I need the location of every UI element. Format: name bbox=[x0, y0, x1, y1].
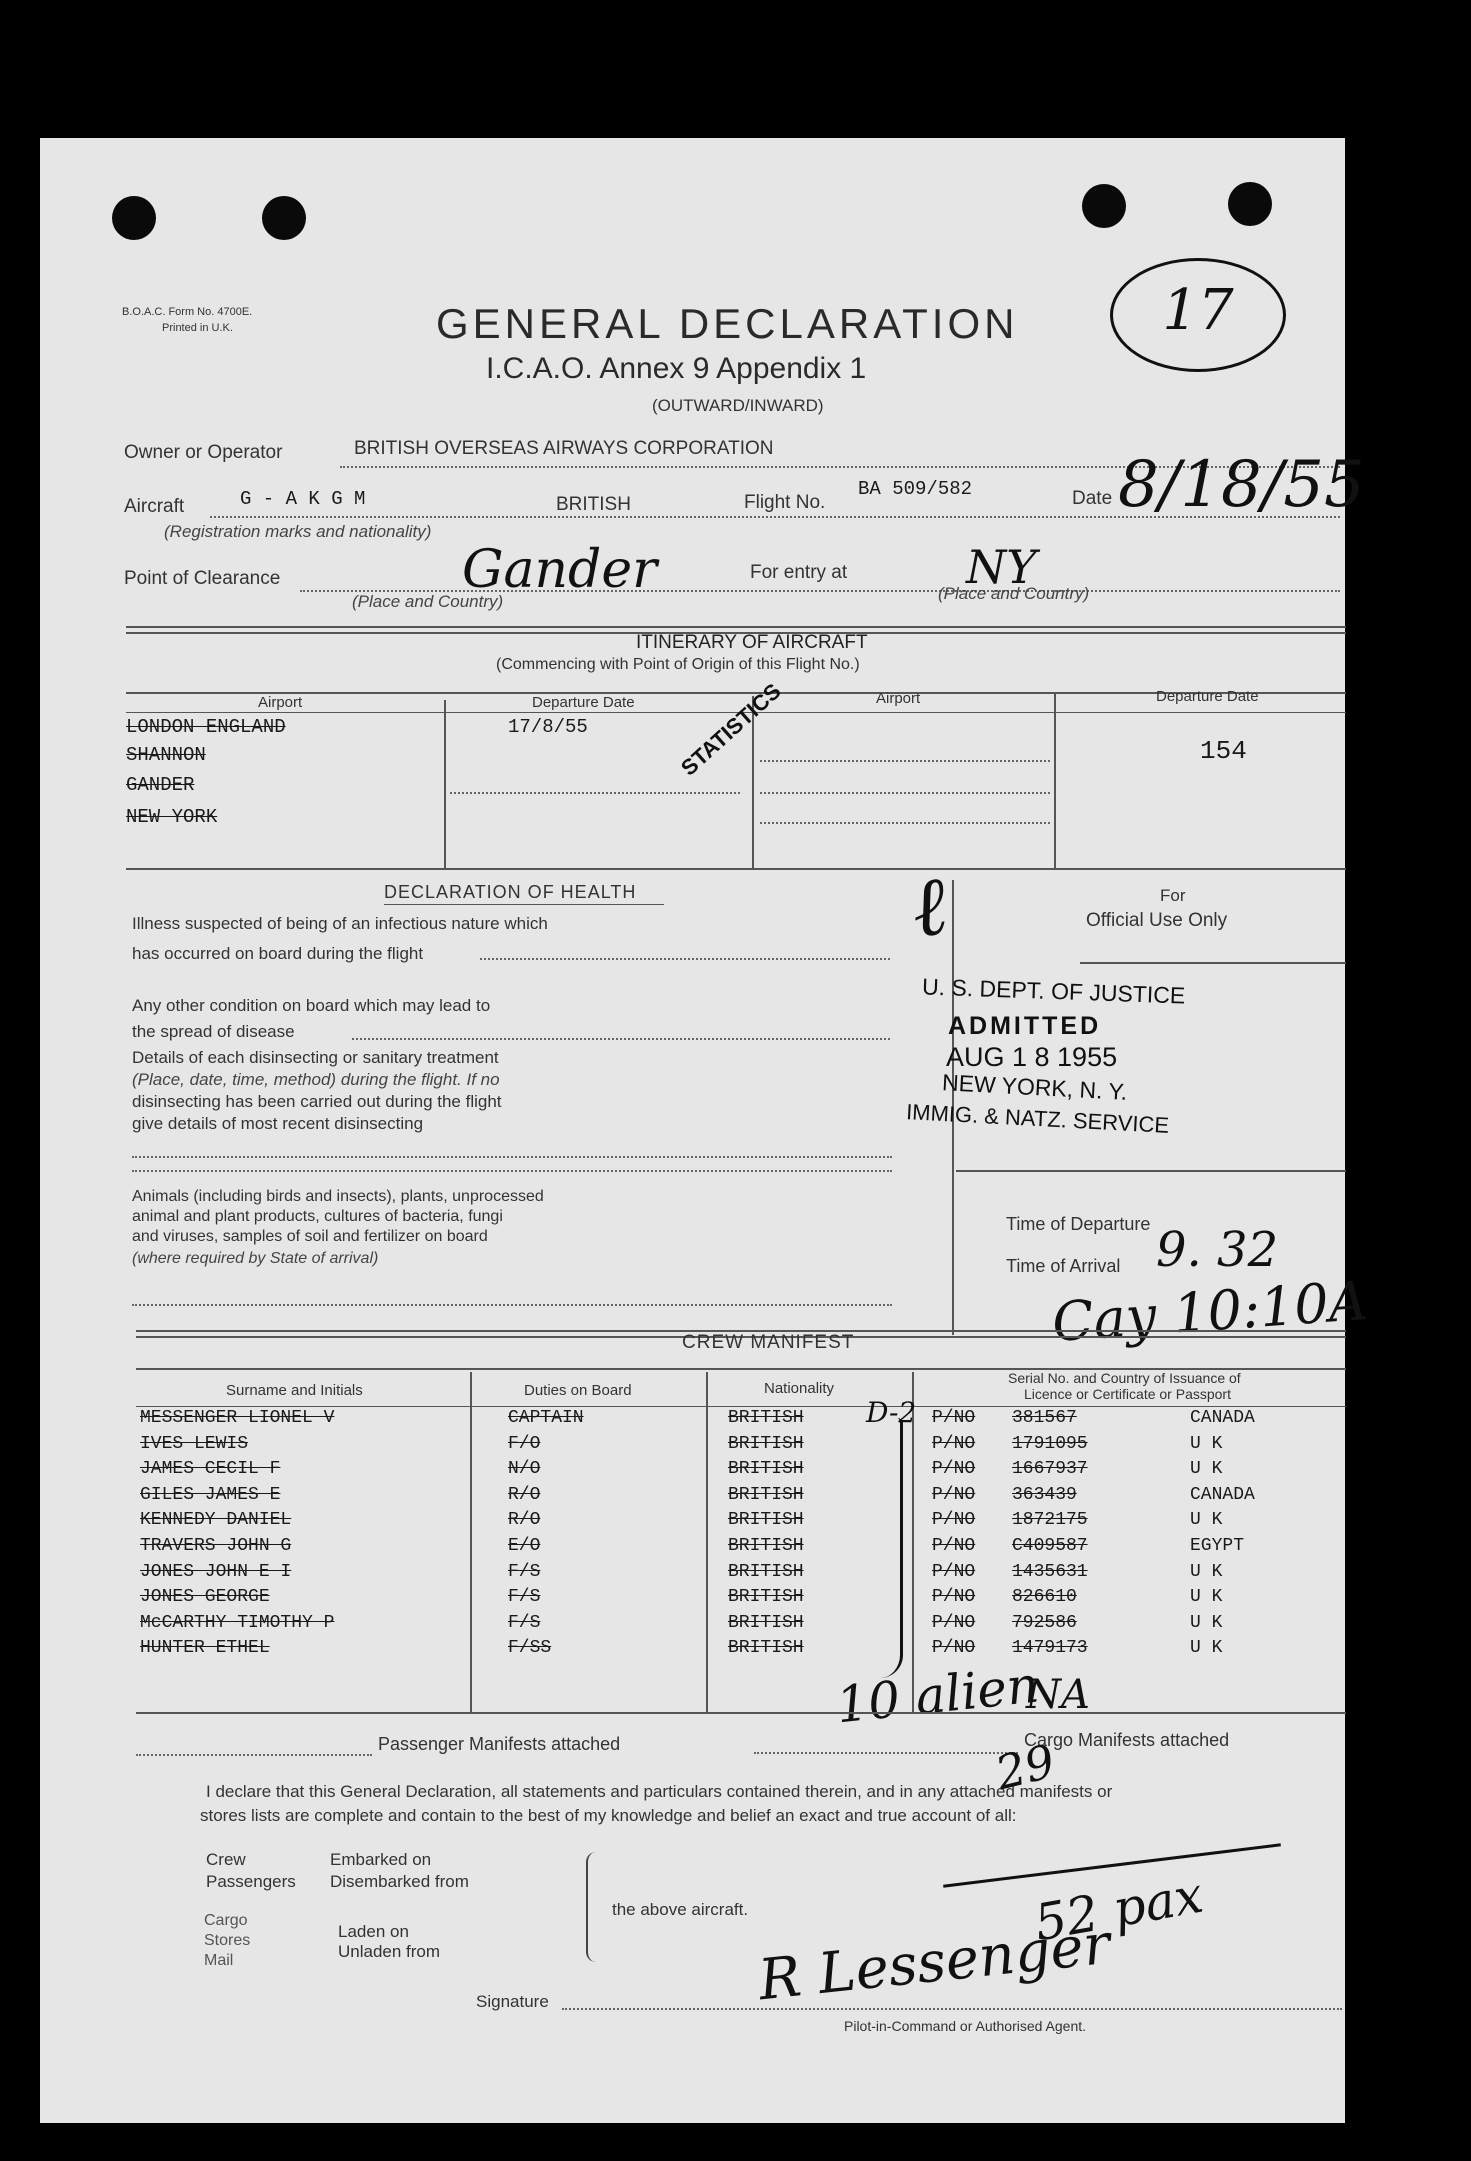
aircraft-nationality: BRITISH bbox=[556, 494, 631, 515]
registration-note: (Registration marks and nationality) bbox=[164, 522, 432, 541]
handwritten-number: 29 bbox=[990, 1733, 1061, 1801]
crew-row-1-nat: BRITISH bbox=[728, 1408, 804, 1428]
crew-row-7-duty: F/S bbox=[508, 1561, 541, 1582]
itinerary-row-2: SHANNON bbox=[126, 744, 206, 766]
crew-col-duties: Duties on Board bbox=[524, 1382, 632, 1399]
crew-row-10-pno: P/NO bbox=[932, 1638, 976, 1659]
embarked-label: Embarked on bbox=[330, 1850, 432, 1869]
passengers-word: Passengers bbox=[206, 1872, 296, 1891]
crew-row-3-serial: 1667937 bbox=[1012, 1459, 1088, 1480]
crew-row-1-pno: P/NO bbox=[932, 1408, 976, 1428]
crew-row-7-pno: P/NO bbox=[932, 1561, 976, 1582]
clearance-note: (Place and Country) bbox=[352, 592, 504, 611]
handwritten-pax: 52 pax bbox=[1030, 1865, 1208, 1953]
printed-note: Printed in U.K. bbox=[162, 322, 233, 334]
crew-row-4-country: CANADA bbox=[1190, 1484, 1255, 1505]
crew-row-4-duty: R/O bbox=[508, 1484, 541, 1505]
form-number: B.O.A.C. Form No. 4700E. bbox=[122, 306, 253, 318]
crew-row-9-duty: F/S bbox=[508, 1612, 541, 1633]
punch-hole bbox=[112, 196, 156, 240]
aircraft-label: Aircraft bbox=[124, 496, 185, 517]
col-departure-left: Departure Date bbox=[532, 694, 635, 711]
cargo-manifests-label: Cargo Manifests attached bbox=[1024, 1730, 1230, 1750]
stores-word: Stores bbox=[204, 1932, 251, 1949]
crew-col-nationality: Nationality bbox=[764, 1380, 835, 1397]
page-title: GENERAL DECLARATION bbox=[436, 300, 1019, 347]
health-details-3: disinsecting has been carried out during the flight bbox=[132, 1092, 502, 1111]
official-for: For bbox=[1160, 886, 1186, 905]
crew-row-7-serial: 1435631 bbox=[1012, 1561, 1088, 1582]
crew-row-7-country: U K bbox=[1190, 1561, 1223, 1582]
health-animals-3: and viruses, samples of soil and fertilizer on board bbox=[132, 1228, 488, 1245]
statistics-stamp: STATISTICS bbox=[676, 678, 786, 781]
admitted-stamp-line-2: ADMITTED bbox=[948, 1012, 1102, 1040]
crew-row-9-serial: 792586 bbox=[1012, 1612, 1077, 1633]
declaration-line-1: I declare that this General Declaration, all statements and particulars contained therein, and in any attached manifests or bbox=[206, 1782, 1113, 1801]
crew-row-2-name: IVES LEWIS bbox=[140, 1433, 249, 1454]
date-value: 8/18/55 bbox=[1118, 448, 1365, 522]
crew-row-9-pno: P/NO bbox=[932, 1612, 976, 1633]
health-details-2: (Place, date, time, method) during the flight. If no bbox=[132, 1070, 500, 1089]
disembarked-label: Disembarked from bbox=[330, 1872, 469, 1891]
cargo-word: Cargo bbox=[204, 1912, 248, 1929]
owner-label: Owner or Operator bbox=[124, 442, 283, 463]
crew-row-3-pno: P/NO bbox=[932, 1459, 976, 1480]
crew-row-1-country: CANADA bbox=[1190, 1408, 1255, 1428]
health-animals-1: Animals (including birds and insects), plants, unprocessed bbox=[132, 1188, 544, 1205]
crew-row-2-pno: P/NO bbox=[932, 1433, 976, 1454]
flight-number-value: BA 509/582 bbox=[858, 478, 973, 500]
crew-row-1-duty: CAPTAIN bbox=[508, 1408, 584, 1428]
entry-label: For entry at bbox=[750, 562, 848, 583]
time-of-arrival-value: 9. 32 bbox=[1156, 1222, 1279, 1278]
itinerary-departure-date: 17/8/55 bbox=[508, 716, 588, 738]
crew-row-8-name: JONES GEORGE bbox=[140, 1587, 270, 1608]
brace bbox=[586, 1852, 596, 1962]
page-subtitle: I.C.A.O. Annex 9 Appendix 1 bbox=[486, 352, 867, 385]
direction-note: (OUTWARD/INWARD) bbox=[652, 396, 824, 415]
unladen-label: Unladen from bbox=[338, 1942, 441, 1961]
crew-row-5-duty: R/O bbox=[508, 1510, 541, 1531]
crew-row-5-name: KENNEDY DANIEL bbox=[140, 1510, 292, 1531]
official-use-label: Official Use Only bbox=[1086, 910, 1228, 931]
crew-col-serial-1: Serial No. and Country of Issuance of bbox=[1008, 1370, 1241, 1386]
crew-row-4-nat: BRITISH bbox=[728, 1484, 804, 1505]
passenger-manifests-label: Passenger Manifests attached bbox=[378, 1734, 621, 1754]
health-details-4: give details of most recent disinsecting bbox=[132, 1114, 424, 1133]
handwritten-code: D-2 bbox=[866, 1396, 917, 1429]
date-label: Date bbox=[1072, 488, 1113, 509]
col-airport-left: Airport bbox=[258, 694, 303, 711]
crew-row-3-name: JAMES CECIL F bbox=[140, 1459, 281, 1480]
admitted-stamp-line-4: NEW YORK, N. Y. bbox=[941, 1069, 1128, 1105]
crew-row-8-nat: BRITISH bbox=[728, 1587, 804, 1608]
above-aircraft-label: the above aircraft. bbox=[612, 1900, 749, 1919]
crew-col-serial-2: Licence or Certificate or Passport bbox=[1024, 1386, 1231, 1402]
crew-row-6-pno: P/NO bbox=[932, 1536, 976, 1556]
crew-row-9-country: U K bbox=[1190, 1612, 1223, 1633]
crew-row-6-country: EGYPT bbox=[1190, 1536, 1245, 1556]
crew-row-3-duty: N/O bbox=[508, 1459, 541, 1480]
signature: R Lessenger bbox=[755, 1911, 1114, 2014]
crew-row-3-country: U K bbox=[1190, 1459, 1223, 1480]
crew-row-7-name: JONES JOHN E I bbox=[140, 1561, 292, 1582]
crew-row-10-nat: BRITISH bbox=[728, 1638, 804, 1659]
owner-value: BRITISH OVERSEAS AIRWAYS CORPORATION bbox=[354, 438, 774, 459]
itinerary-row-4: NEW YORK bbox=[126, 806, 218, 828]
handwritten-bracket bbox=[880, 1418, 903, 1678]
health-other-2: the spread of disease bbox=[132, 1022, 295, 1041]
punch-hole bbox=[1228, 182, 1272, 226]
col-departure-right: Departure Date bbox=[1156, 688, 1259, 705]
time-of-departure-label: Time of Departure bbox=[1006, 1214, 1151, 1234]
crew-row-5-nat: BRITISH bbox=[728, 1510, 804, 1531]
clearance-label: Point of Clearance bbox=[124, 568, 281, 589]
crew-manifest-title: CREW MANIFEST bbox=[682, 1332, 855, 1353]
declaration-line-2: stores lists are complete and contain to the best of my knowledge and belief an exact and true account of all: bbox=[200, 1806, 1017, 1825]
health-title: DECLARATION OF HEALTH bbox=[384, 882, 637, 902]
handwritten-tally: 10 alien bbox=[833, 1655, 1042, 1735]
signature-label: Signature bbox=[476, 1992, 549, 2011]
crew-row-6-serial: C409587 bbox=[1012, 1536, 1088, 1556]
admitted-stamp-line-5: IMMIG. & NATZ. SERVICE bbox=[905, 1099, 1170, 1138]
crew-row-2-country: U K bbox=[1190, 1433, 1223, 1454]
health-animals-2: animal and plant products, cultures of bacteria, fungi bbox=[132, 1208, 503, 1225]
circled-number: 17 bbox=[1110, 258, 1286, 372]
col-airport-right: Airport bbox=[876, 690, 921, 707]
crew-row-6-nat: BRITISH bbox=[728, 1536, 804, 1556]
crew-row-6-duty: E/O bbox=[508, 1536, 541, 1556]
crew-row-5-pno: P/NO bbox=[932, 1510, 976, 1531]
admitted-stamp-date: AUG 1 8 1955 bbox=[946, 1042, 1118, 1072]
crew-row-10-serial: 1479173 bbox=[1012, 1638, 1088, 1659]
itinerary-right-value: 154 bbox=[1200, 736, 1247, 766]
crew-row-6-name: TRAVERS JOHN G bbox=[140, 1536, 292, 1556]
signature-note: Pilot-in-Command or Authorised Agent. bbox=[844, 2018, 1087, 2034]
crew-row-5-serial: 1872175 bbox=[1012, 1510, 1088, 1531]
clearance-value: Gander bbox=[462, 540, 657, 600]
official-initials: ℓ bbox=[905, 858, 953, 957]
crew-word: Crew bbox=[206, 1850, 246, 1869]
flight-number-label: Flight No. bbox=[744, 492, 826, 513]
crew-row-4-serial: 363439 bbox=[1012, 1484, 1077, 1505]
health-details-1: Details of each disinsecting or sanitary treatment bbox=[132, 1048, 499, 1067]
crew-row-8-duty: F/S bbox=[508, 1587, 541, 1608]
crew-row-8-serial: 826610 bbox=[1012, 1587, 1077, 1608]
health-animals-4: (where required by State of arrival) bbox=[132, 1250, 379, 1267]
admitted-stamp-line-1: U. S. DEPT. OF JUSTICE bbox=[921, 973, 1186, 1009]
crew-row-5-country: U K bbox=[1190, 1510, 1223, 1531]
crew-row-4-pno: P/NO bbox=[932, 1484, 976, 1505]
crew-col-surname: Surname and Initials bbox=[226, 1382, 363, 1399]
crew-row-1-serial: 381567 bbox=[1012, 1408, 1077, 1428]
itinerary-row-3: GANDER bbox=[126, 774, 195, 796]
health-illness-1: Illness suspected of being of an infectious nature which bbox=[132, 914, 548, 933]
crew-row-8-country: U K bbox=[1190, 1587, 1223, 1608]
crew-row-9-name: McCARTHY TIMOTHY P bbox=[140, 1612, 335, 1633]
entry-note: (Place and Country) bbox=[938, 584, 1090, 603]
crew-row-10-country: U K bbox=[1190, 1638, 1223, 1659]
crew-row-3-nat: BRITISH bbox=[728, 1459, 804, 1480]
handwritten-time: Cay 10:10A bbox=[1050, 1269, 1370, 1354]
health-illness-2: has occurred on board during the flight bbox=[132, 944, 424, 963]
entry-value: NY bbox=[966, 540, 1037, 594]
aircraft-registration: G - A K G M bbox=[240, 488, 366, 510]
itinerary-title: ITINERARY OF AIRCRAFT bbox=[636, 632, 868, 653]
crew-row-2-nat: BRITISH bbox=[728, 1433, 804, 1454]
crew-row-4-name: GILES JAMES E bbox=[140, 1484, 281, 1505]
crew-row-10-duty: F/SS bbox=[508, 1638, 552, 1659]
punch-hole bbox=[1082, 184, 1126, 228]
crew-row-8-pno: P/NO bbox=[932, 1587, 976, 1608]
itinerary-row-1: LONDON ENGLAND bbox=[126, 716, 286, 738]
handwritten-mark: NA bbox=[1026, 1672, 1090, 1718]
health-other-1: Any other condition on board which may lead to bbox=[132, 996, 491, 1015]
crew-row-9-nat: BRITISH bbox=[728, 1612, 804, 1633]
crew-row-1-name: MESSENGER LIONEL V bbox=[140, 1408, 335, 1428]
punch-hole bbox=[262, 196, 306, 240]
crew-row-2-serial: 1791095 bbox=[1012, 1433, 1088, 1454]
mail-word: Mail bbox=[204, 1952, 234, 1969]
crew-row-10-name: HUNTER ETHEL bbox=[140, 1638, 270, 1659]
itinerary-subtitle: (Commencing with Point of Origin of this Flight No.) bbox=[496, 656, 860, 673]
laden-label: Laden on bbox=[338, 1922, 409, 1941]
crew-row-2-duty: F/O bbox=[508, 1433, 541, 1454]
time-of-arrival-label: Time of Arrival bbox=[1006, 1256, 1121, 1276]
crew-row-7-nat: BRITISH bbox=[728, 1561, 804, 1582]
